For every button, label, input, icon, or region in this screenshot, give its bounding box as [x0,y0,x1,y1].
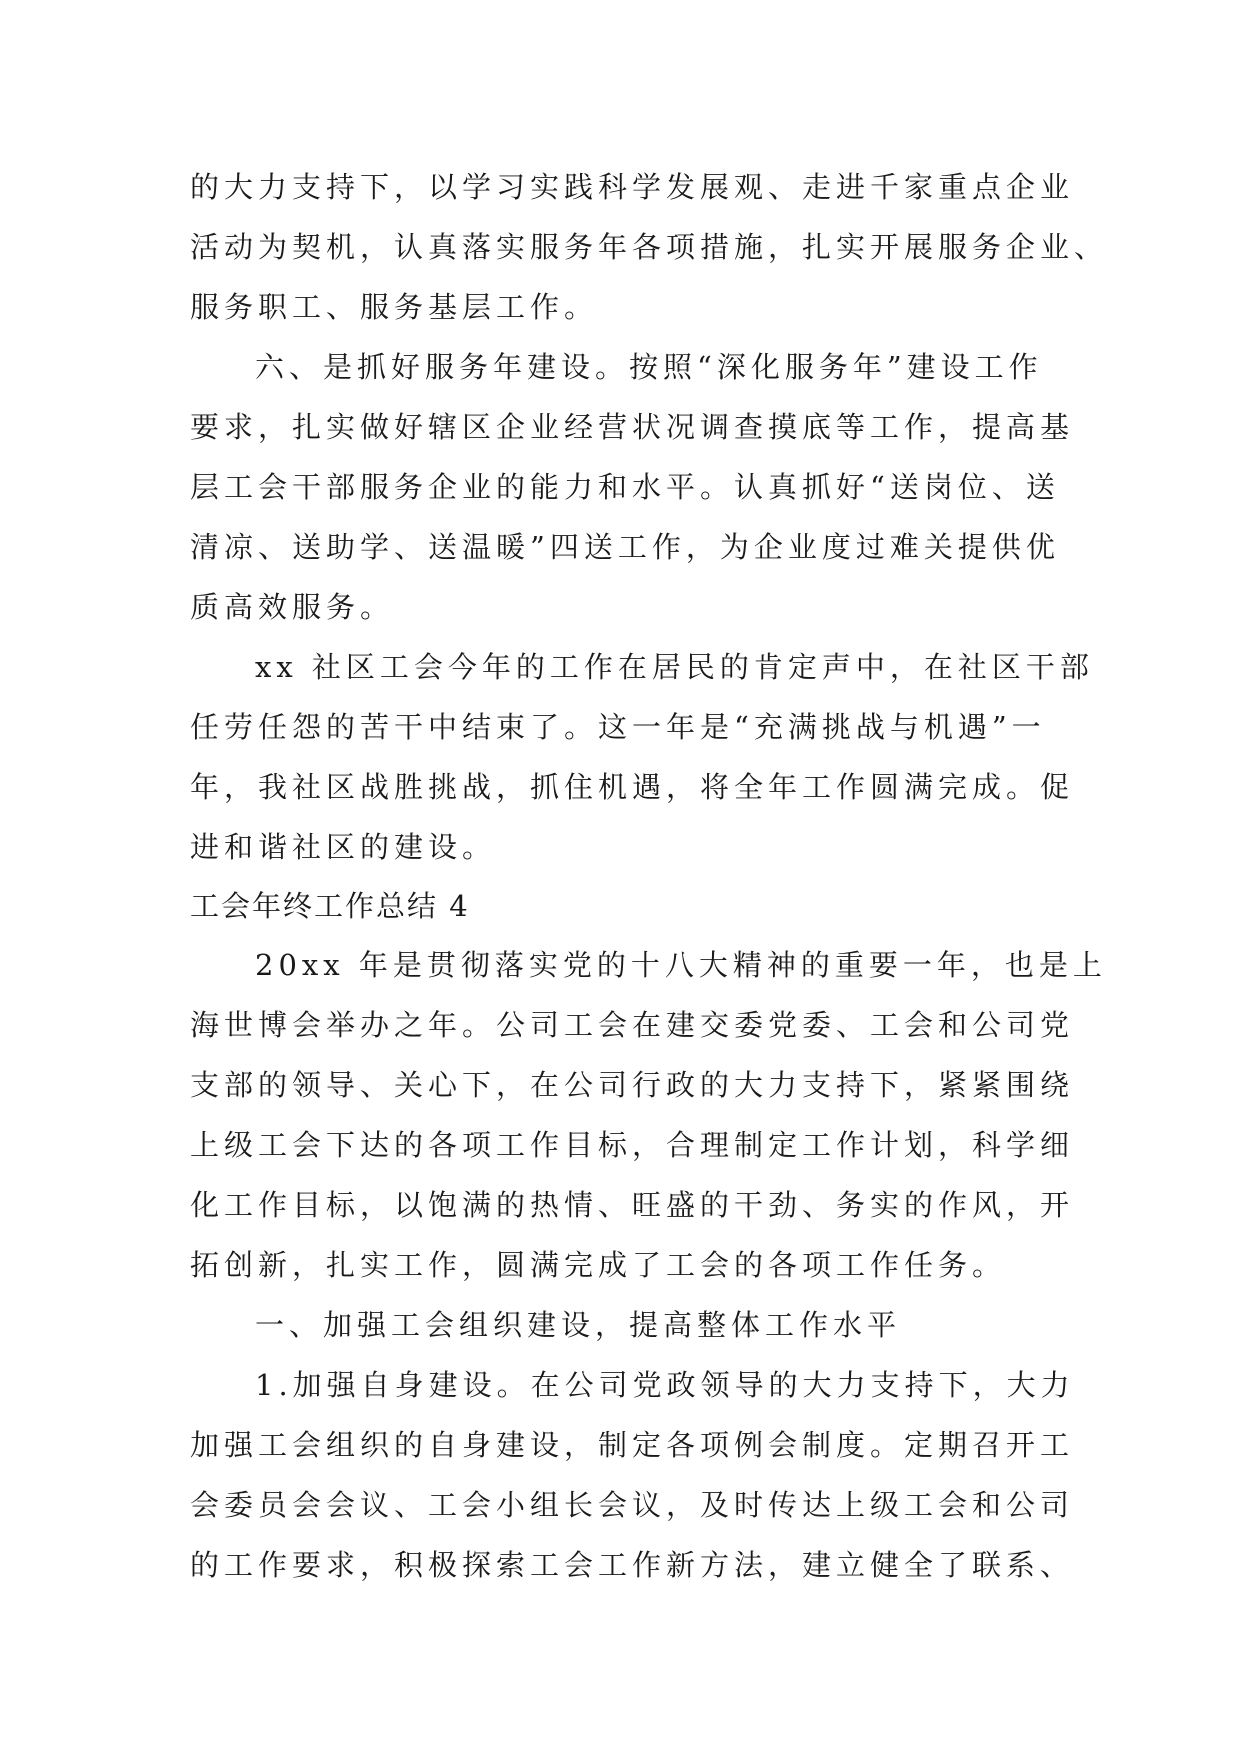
paragraph-line: 服务职工、服务基层工作。 [190,290,599,324]
paragraph-line: 1.加强自身建设。在公司党政领导的大力支持下，大力 [255,1368,1075,1402]
paragraph-line: 质高效服务。 [190,590,395,624]
section-heading: 工会年终工作总结 4 [190,889,470,923]
paragraph-line: 海世博会举办之年。公司工会在建交委党委、工会和公司党 [190,1008,1075,1042]
paragraph-line: 支部的领导、关心下，在公司行政的大力支持下，紧紧围绕 [190,1068,1075,1102]
paragraph-line: 活动为契机，认真落实服务年各项措施，扎实开展服务企业、 [190,230,1109,264]
paragraph-line: 化工作目标，以饱满的热情、旺盛的干劲、务实的作风，开 [190,1188,1075,1222]
paragraph-line: 20xx 年是贯彻落实党的十八大精神的重要一年，也是上 [255,948,1107,982]
paragraph-line: 的大力支持下，以学习实践科学发展观、走进千家重点企业 [190,170,1075,204]
paragraph-line: 加强工会组织的自身建设，制定各项例会制度。定期召开工 [190,1428,1075,1462]
paragraph-line: 上级工会下达的各项工作目标，合理制定工作计划，科学细 [190,1128,1075,1162]
paragraph-line: 拓创新，扎实工作，圆满完成了工会的各项工作任务。 [190,1248,1007,1282]
paragraph-line: 一、加强工会组织建设，提高整体工作水平 [255,1308,902,1342]
paragraph-line: 六、是抓好服务年建设。按照“深化服务年”建设工作 [255,350,1043,384]
paragraph-line: 进和谐社区的建设。 [190,830,497,864]
paragraph-line: 层工会干部服务企业的能力和水平。认真抓好“送岗位、送 [190,470,1060,504]
paragraph-line: 要求，扎实做好辖区企业经营状况调查摸底等工作，提高基 [190,410,1075,444]
document-body [190,157,1109,1595]
paragraph-line: xx 社区工会今年的工作在居民的肯定声中，在社区干部 [255,650,1094,684]
paragraph-line: 清凉、送助学、送温暖”四送工作，为企业度过难关提供优 [190,530,1060,564]
paragraph-line: 任劳任怨的苦干中结束了。这一年是“充满挑战与机遇”一 [190,710,1046,744]
paragraph-line: 会委员会会议、工会小组长会议，及时传达上级工会和公司 [190,1488,1075,1522]
paragraph-line: 的工作要求，积极探索工会工作新方法，建立健全了联系、 [190,1548,1075,1582]
paragraph-line: 年，我社区战胜挑战，抓住机遇，将全年工作圆满完成。促 [190,770,1075,804]
